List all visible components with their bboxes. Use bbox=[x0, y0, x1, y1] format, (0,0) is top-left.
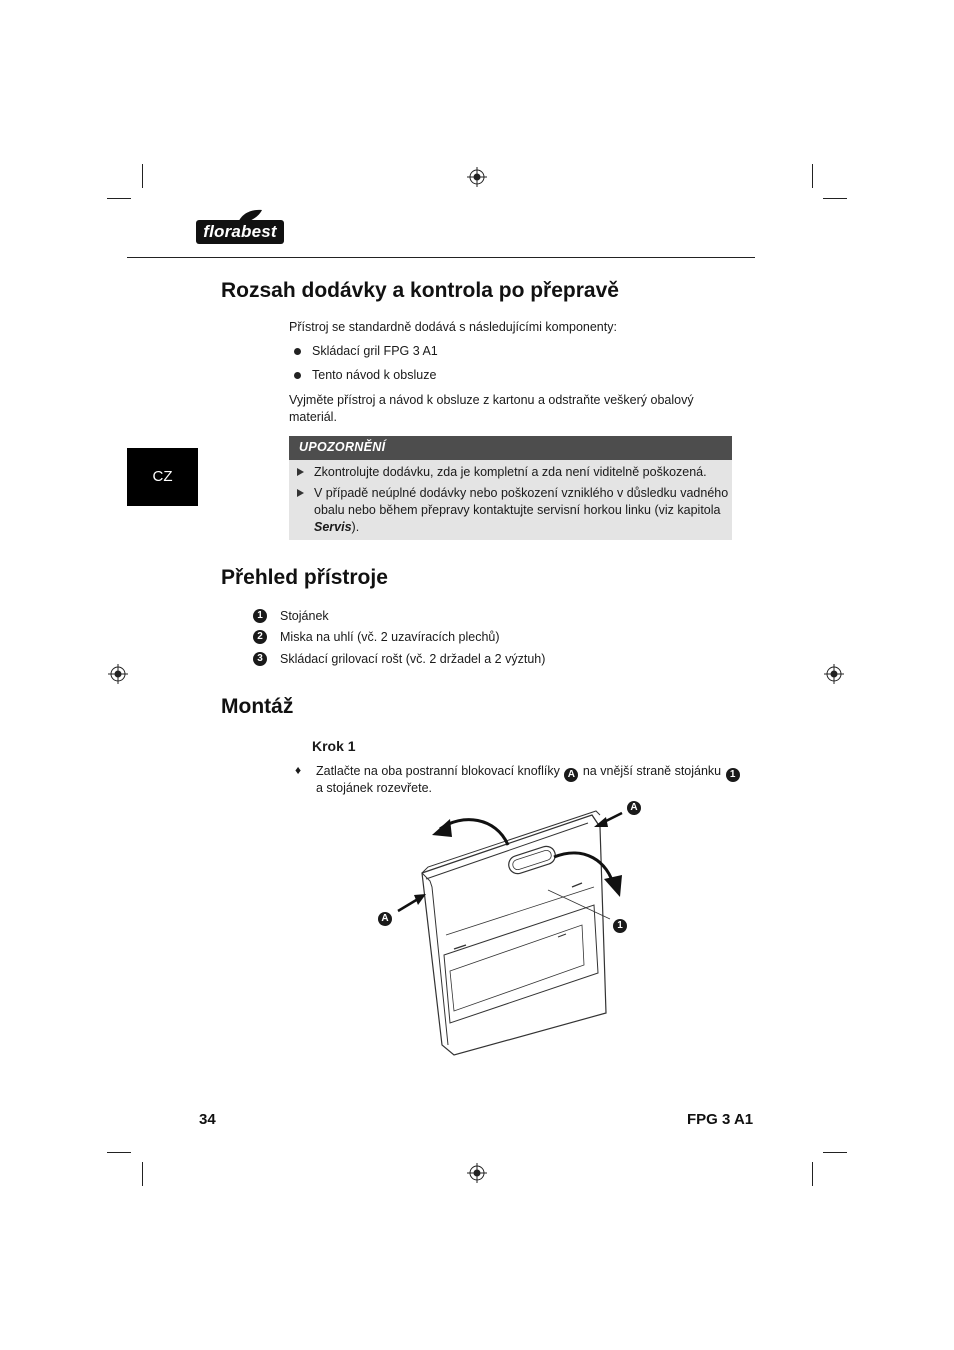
delivery-item: Skládací gril FPG 3 A1 bbox=[312, 344, 438, 358]
warning-item-end bbox=[314, 519, 359, 536]
part-label: Miska na uhlí (vč. 2 uzavíracích plechů) bbox=[280, 630, 500, 644]
crop-mark bbox=[142, 1162, 143, 1186]
bullet-icon bbox=[294, 348, 301, 355]
registration-mark-icon bbox=[108, 664, 128, 684]
model-number: FPG 3 A1 bbox=[687, 1111, 754, 1128]
page-number: 34 bbox=[199, 1111, 216, 1128]
language-tab: CZ bbox=[127, 448, 198, 506]
delivery-item: Tento návod k obsluze bbox=[312, 368, 437, 382]
registration-mark-icon bbox=[467, 167, 487, 187]
ref-badge-a: A bbox=[564, 768, 578, 782]
section-title-overview: Přehled přístroje bbox=[221, 566, 388, 589]
crop-mark bbox=[812, 1162, 813, 1186]
part-label: Skládací grilovací rošt (vč. 2 držadel a 2 výztuh) bbox=[280, 652, 546, 666]
warning-item-closing: ). bbox=[351, 520, 360, 534]
crop-mark bbox=[823, 1152, 847, 1153]
step-title: Krok 1 bbox=[312, 738, 356, 754]
brand-logo-text: florabest bbox=[203, 222, 277, 241]
part-number-badge: 3 bbox=[253, 652, 267, 666]
step-text-b: na vnější straně stojánku bbox=[582, 764, 722, 778]
warning-item: obalu nebo během přepravy kontaktujte servisní horkou linku (viz kapitola bbox=[314, 503, 721, 517]
registration-mark-icon bbox=[824, 664, 844, 684]
crop-mark bbox=[823, 198, 847, 199]
delivery-outro: materiál. bbox=[289, 410, 337, 424]
warning-item: V případě neúplné dodávky nebo poškození vzniklého v důsledku vadného bbox=[314, 486, 729, 500]
delivery-outro: Vyjměte přístroj a návod k obsluze z kartonu a odstraňte veškerý obalový bbox=[289, 393, 694, 407]
header-rule bbox=[127, 257, 755, 258]
warning-item: Zkontrolujte dodávku, zda je kompletní a zda není viditelně poškozená. bbox=[314, 465, 707, 479]
figure-label-a-left: A bbox=[378, 912, 392, 926]
brand-logo bbox=[196, 208, 288, 246]
crop-mark bbox=[812, 164, 813, 188]
section-title-assembly: Montáž bbox=[221, 695, 294, 718]
ref-badge-1: 1 bbox=[726, 768, 740, 782]
crop-mark bbox=[107, 1152, 131, 1153]
step-instruction-line2: a stojánek rozevřete. bbox=[316, 781, 433, 795]
registration-mark-icon bbox=[467, 1163, 487, 1183]
step-instruction bbox=[316, 763, 741, 780]
warning-title: UPOZORNĚNÍ bbox=[299, 440, 386, 454]
section-title-delivery: Rozsah dodávky a kontrola po přepravě bbox=[221, 279, 619, 302]
bullet-icon bbox=[294, 372, 301, 379]
diamond-bullet-icon: ♦ bbox=[295, 763, 302, 777]
arrow-right-icon bbox=[297, 468, 304, 476]
warning-ref-servis: Servis bbox=[314, 520, 352, 534]
figure-label-a-top: A bbox=[627, 801, 641, 815]
arrow-right-icon bbox=[297, 489, 304, 497]
part-label: Stojánek bbox=[280, 609, 329, 623]
figure-label-1: 1 bbox=[613, 919, 627, 933]
crop-mark bbox=[142, 164, 143, 188]
part-number-badge: 1 bbox=[253, 609, 267, 623]
step-text-a: Zatlačte na oba postranní blokovací knoflíky bbox=[316, 764, 560, 778]
delivery-intro: Přístroj se standardně dodává s následujícími komponenty: bbox=[289, 320, 617, 334]
part-number-badge: 2 bbox=[253, 630, 267, 644]
crop-mark bbox=[107, 198, 131, 199]
